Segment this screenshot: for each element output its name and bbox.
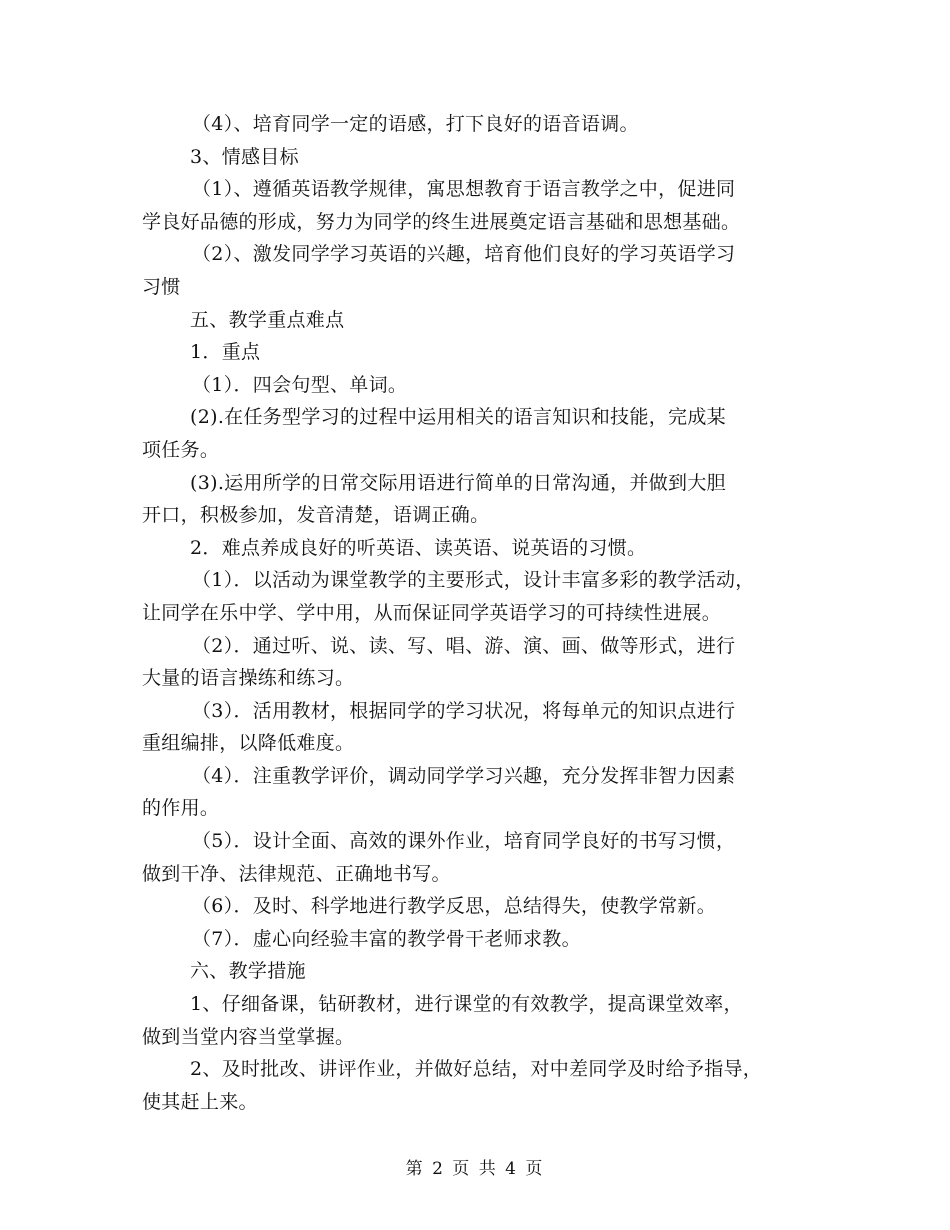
text-line: （2）、激发同学学习英语的兴趣，培育他们良好的学习英语学习 <box>192 243 736 266</box>
text-line: 的作用。 <box>142 797 220 820</box>
text-line: （2）．通过听、说、读、写、唱、游、演、画、做等形式，进行 <box>192 634 736 657</box>
text-line: (3).运用所学的日常交际用语进行简单的日常沟通，并做到大胆 <box>190 471 726 494</box>
text-line: 学良好品德的形成，努力为同学的终生进展奠定语言基础和思想基础。 <box>142 210 741 233</box>
text-line: 做到干净、法律规范、正确地书写。 <box>142 862 451 885</box>
text-line: 开口，积极参加，发音清楚，语调正确。 <box>142 504 490 527</box>
text-line: 使其赶上来。 <box>142 1090 258 1113</box>
text-line: (2).在任务型学习的过程中运用相关的语言知识和技能，完成某 <box>190 406 726 429</box>
text-line: （1）．以活动为课堂教学的主要形式，设计丰富多彩的教学活动， <box>192 569 755 592</box>
text-line: （5）．设计全面、高效的课外作业，培育同学良好的书写习惯， <box>192 830 736 853</box>
text-line: （6）．及时、科学地进行教学反思，总结得失，使教学常新。 <box>192 895 716 918</box>
text-line: （7）．虚心向经验丰富的教学骨干老师求教。 <box>192 927 581 950</box>
text-line: （1）、遵循英语教学规律，寓思想教育于语言教学之中，促进同 <box>192 178 736 201</box>
page-number-footer: 第 2 页 共 4 页 <box>405 1159 545 1179</box>
section-heading: 3、情感目标 <box>190 145 299 168</box>
text-line: 让同学在乐中学、学中用，从而保证同学英语学习的可持续性进展。 <box>142 601 722 624</box>
text-line: 1、仔细备课，钻研教材，进行课堂的有效教学，提高课堂效率， <box>190 993 743 1016</box>
section-heading: 五、教学重点难点 <box>190 308 345 331</box>
text-line: 大量的语言操练和练习。 <box>142 667 355 690</box>
text-line: （3）．活用教材，根据同学的学习状况，将每单元的知识点进行 <box>192 699 736 722</box>
text-line: 做到当堂内容当堂掌握。 <box>142 1025 355 1048</box>
text-line: （4）．注重教学评价，调动同学学习兴趣，充分发挥非智力因素 <box>192 764 736 787</box>
section-heading: 2．难点养成良好的听英语、读英语、说英语的习惯。 <box>190 536 647 559</box>
text-line: 重组编排，以降低难度。 <box>142 732 355 755</box>
text-line: （4）、培育同学一定的语感，打下良好的语音语调。 <box>192 113 639 135</box>
section-heading: 1．重点 <box>190 341 261 364</box>
text-line: 2、及时批改、讲评作业，并做好总结，对中差同学及时给予指导， <box>190 1058 763 1081</box>
document-body <box>142 108 822 1118</box>
section-heading: 六、教学措施 <box>190 960 306 983</box>
text-line: 习惯 <box>142 275 181 298</box>
text-line: （1）．四会句型、单词。 <box>192 373 408 396</box>
text-line: 项任务。 <box>142 438 220 461</box>
